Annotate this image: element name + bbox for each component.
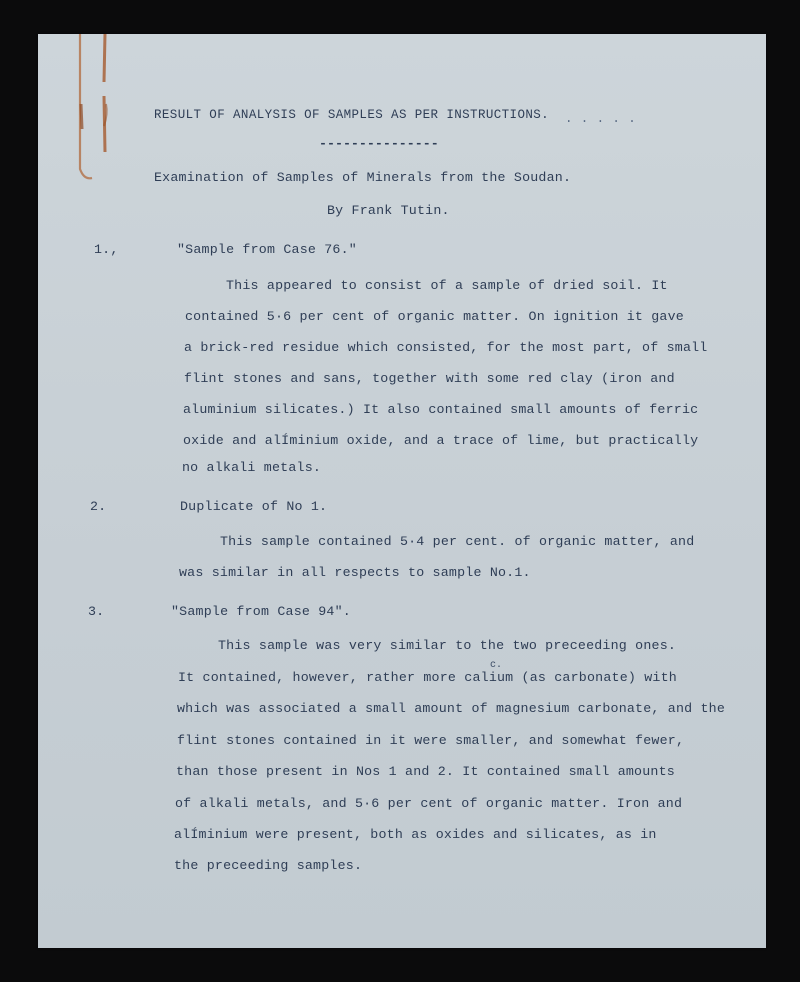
paragraph-line: the preceeding samples. xyxy=(174,858,363,873)
document-title: RESULT OF ANALYSIS OF SAMPLES AS PER INSTRUCTIONS. xyxy=(154,108,550,122)
paragraph-line: oxide and alÍminium oxide, and a trace of lime, but practically xyxy=(183,433,699,448)
paragraph-line: flint stones and sans, together with some red clay (iron and xyxy=(184,371,675,386)
paragraph-line: This sample contained 5·4 per cent. of organic matter, and xyxy=(220,534,695,549)
handwritten-insertion: c. xyxy=(490,660,503,671)
section-heading: "Sample from Case 94". xyxy=(171,604,351,619)
section-number: 1., xyxy=(94,242,119,257)
title-underline-rule: --------------- xyxy=(319,136,439,151)
paragraph-line: It contained, however, rather more calium (as carbonate) with xyxy=(178,670,677,685)
section-heading: Duplicate of No 1. xyxy=(180,499,328,514)
paragraph-line: of alkali metals, and 5·6 per cent of organic matter. Iron and xyxy=(175,796,683,811)
title-trailing-dots: . . . . . xyxy=(565,112,637,126)
paragraph-line: which was associated a small amount of magnesium carbonate, and the xyxy=(177,701,726,716)
section-number: 3. xyxy=(88,604,105,619)
paragraph-line: alÍminium were present, both as oxides and silicates, as in xyxy=(174,827,657,842)
document-page xyxy=(38,34,766,948)
paragraph-line: no alkali metals. xyxy=(182,460,322,475)
rust-stain-mark xyxy=(78,34,110,184)
paragraph-line: flint stones contained in it were smaller, and somewhat fewer, xyxy=(177,733,685,748)
paragraph-line: This sample was very similar to the two preceeding ones. xyxy=(218,638,677,653)
paragraph-line: than those present in Nos 1 and 2. It contained small amounts xyxy=(176,764,675,779)
document-subtitle: Examination of Samples of Minerals from the Soudan. xyxy=(154,170,572,185)
paragraph-line: This appeared to consist of a sample of dried soil. It xyxy=(226,278,668,293)
section-number: 2. xyxy=(90,499,107,514)
paragraph-line: contained 5·6 per cent of organic matter. On ignition it gave xyxy=(185,309,684,324)
section-heading: "Sample from Case 76." xyxy=(177,242,357,257)
paragraph-line: a brick-red residue which consisted, for the most part, of small xyxy=(184,340,708,355)
paragraph-line: was similar in all respects to sample No.1. xyxy=(179,565,531,580)
paragraph-line: aluminium silicates.) It also contained small amounts of ferric xyxy=(183,402,699,417)
document-author: By Frank Tutin. xyxy=(327,203,450,218)
